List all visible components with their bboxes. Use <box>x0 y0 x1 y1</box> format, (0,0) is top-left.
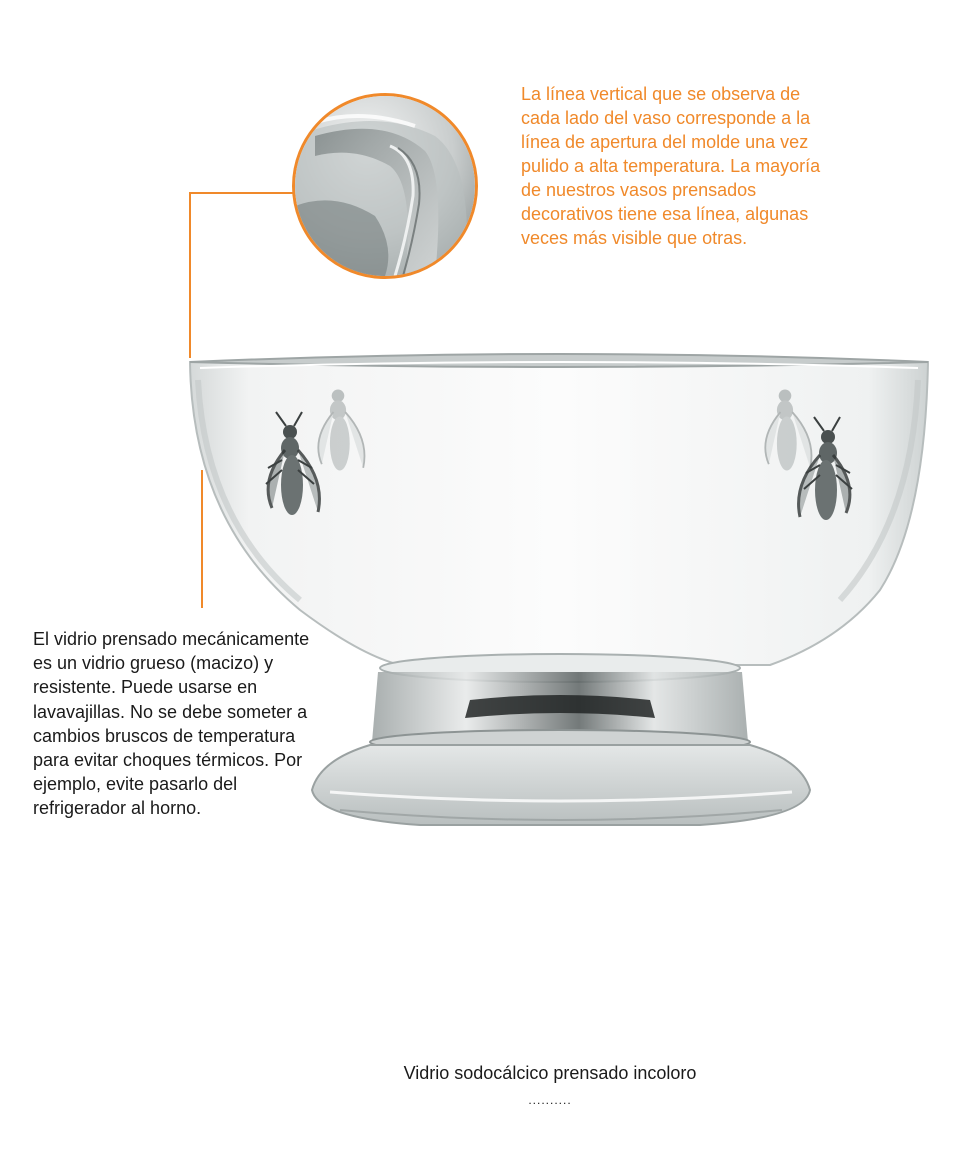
pressed-glass-callout: El vidrio prensado mecánicamente es un vidrio grueso (macizo) y resistente. Puede usarse en lavavajillas. No se debe someter a cambios bruscos de temperatura para evitar choques térmicos. Por ejemplo, evite pasarlo del refrigerador al horno. <box>33 629 310 819</box>
material-caption: Vidrio sodocálcico prensado incoloro <box>403 1063 697 1083</box>
mold-line-callout: La línea vertical que se observa de cada lado del vaso corresponde a la línea de apertura del molde una vez pulido a alta temperatura. La mayoría de nuestros vasos prensados decorativos tiene esa línea, algunas veces más visible que otras. <box>521 84 821 248</box>
caption-dots: .......... <box>528 1093 572 1107</box>
